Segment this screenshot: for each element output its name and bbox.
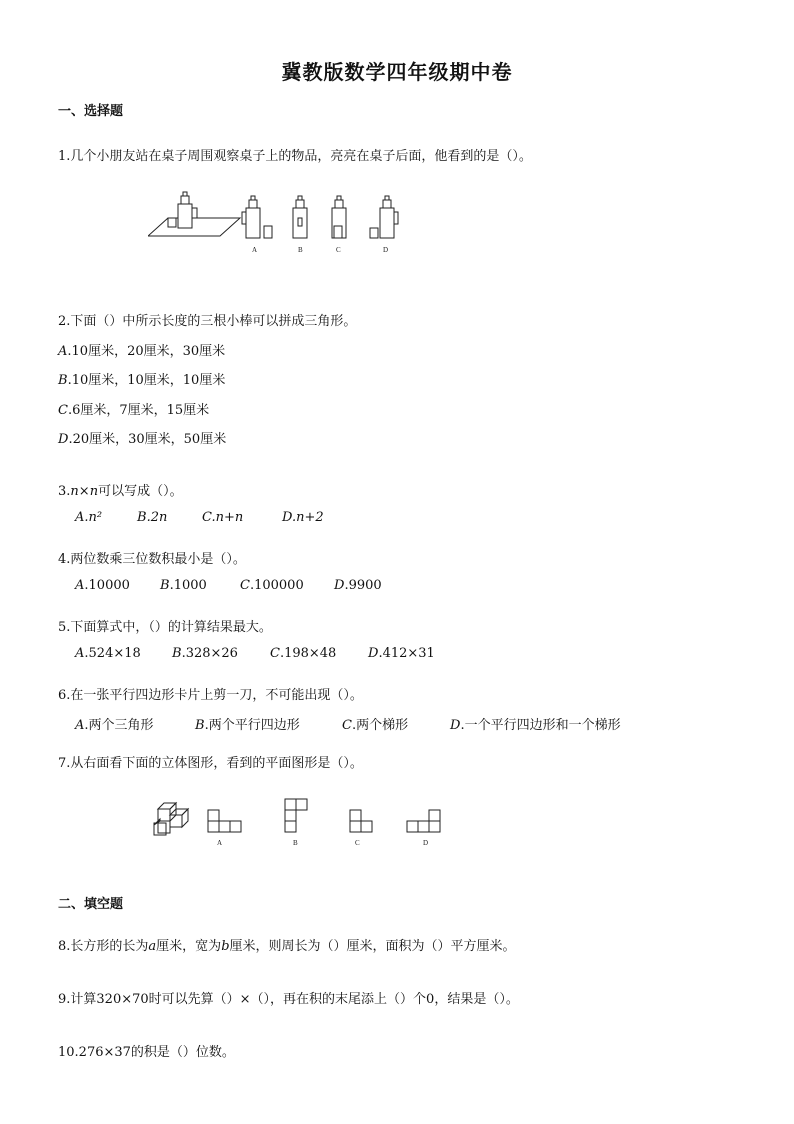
cube-stack-shape — [154, 803, 188, 835]
table-shape — [148, 218, 240, 236]
q7-option-a-figure — [208, 810, 241, 832]
q3-option-d: D.n+2 — [282, 510, 324, 525]
question-2: 2.下面（）中所示长度的三根小棒可以拼成三角形。 — [58, 314, 357, 329]
option-a-figure — [242, 196, 272, 238]
q4-option-c: C.100000 — [240, 578, 304, 593]
q7-label-c: C — [355, 839, 360, 847]
q7-label-a: A — [217, 839, 223, 847]
q1-label-c: C — [336, 246, 341, 254]
q6-option-c: C.两个梯形 — [342, 718, 409, 733]
q3-option-c: C.n+n — [202, 510, 244, 525]
question-5: 5.下面算式中，（）的计算结果最大。 — [58, 620, 272, 635]
question-8: 8.长方形的长为a厘米，宽为b厘米，则周长为（）厘米，面积为（）平方厘米。 — [58, 939, 516, 954]
option-d-figure — [370, 196, 398, 238]
section-heading-fill: 二、填空题 — [58, 897, 124, 912]
q6-option-a: A.两个三角形 — [75, 718, 154, 733]
q1-label-d: D — [383, 246, 389, 254]
q7-option-d-figure — [407, 810, 440, 832]
q7-label-b: B — [293, 839, 298, 847]
question-3: 3.n×n可以写成（）。 — [58, 484, 183, 499]
q6-option-d: D.一个平行四边形和一个梯形 — [450, 718, 621, 733]
question-9: 9.计算320×70时可以先算（）×（），再在积的末尾添上（）个0，结果是（）。 — [58, 992, 519, 1007]
q4-option-a: A.10000 — [75, 578, 130, 593]
question-6: 6.在一张平行四边形卡片上剪一刀，不可能出现（）。 — [58, 688, 363, 703]
section-heading-choice: 一、选择题 — [58, 104, 124, 119]
q3-option-b: B.2n — [137, 510, 168, 525]
q1-label-b: B — [298, 246, 303, 254]
page-title: 冀教版数学四年级期中卷 — [281, 60, 513, 84]
question-7-figure — [150, 795, 450, 855]
q6-option-b: B.两个平行四边形 — [195, 718, 300, 733]
bottle-shape — [178, 204, 192, 228]
option-c-figure — [332, 196, 346, 238]
q4-option-b: B.1000 — [160, 578, 207, 593]
q1-label-a: A — [252, 246, 258, 254]
q5-option-c: C.198×48 — [270, 646, 337, 661]
question-7: 7.从右面看下面的立体图形，看到的平面图形是（）。 — [58, 756, 363, 771]
q2-option-b: B.10厘米，10厘米，10厘米 — [58, 373, 226, 388]
question-1: 1.几个小朋友站在桌子周围观察桌子上的物品，亮亮在桌子后面，他看到的是（）。 — [58, 149, 532, 164]
q7-option-c-figure — [350, 810, 372, 832]
question-10: 10.276×37的积是（）位数。 — [58, 1045, 235, 1060]
q5-option-d: D.412×31 — [368, 646, 435, 661]
q7-label-d: D — [423, 839, 429, 847]
question-1-figure — [148, 188, 408, 258]
q5-option-b: B.328×26 — [172, 646, 238, 661]
question-4: 4.两位数乘三位数积最小是（）。 — [58, 552, 246, 567]
cup-shape — [168, 218, 176, 227]
q4-option-d: D.9900 — [334, 578, 382, 593]
q2-option-a: A.10厘米，20厘米，30厘米 — [58, 344, 226, 359]
q2-option-d: D.20厘米，30厘米，50厘米 — [58, 432, 227, 447]
q2-option-c: C.6厘米，7厘米，15厘米 — [58, 403, 210, 418]
q3-option-a: A.n² — [75, 510, 103, 525]
option-b-figure — [293, 196, 307, 238]
q5-option-a: A.524×18 — [75, 646, 141, 661]
q7-option-b-figure — [285, 799, 307, 832]
